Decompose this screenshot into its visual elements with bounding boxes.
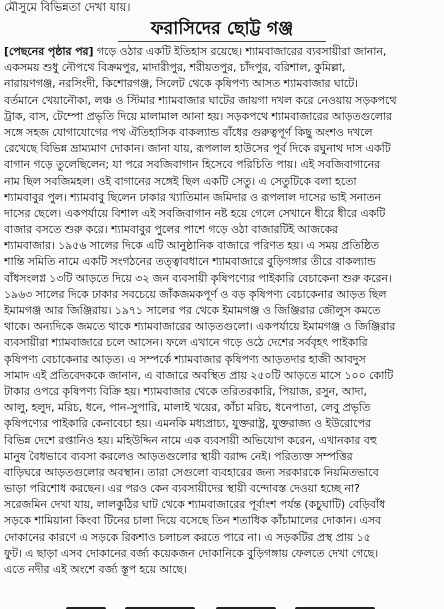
article-line: বাড়িঘরে আড়তগুলোর অবস্থান। তারা সেগুলো ব্যবহারের জন্য সরকারকে নিয়মিতভাবে [4, 465, 379, 479]
article-line: সড়কে শামিয়ানা কিংবা টিনের চালা দিয়ে বসেছে তিন শতাধিক কাঁচামালের দোকান। এসব [4, 514, 382, 528]
article-line: বিভিন্ন দেশে রপ্তানিও হয়। মহিউদ্দিন নামে এক ব্যবসায়ী অভিযোগ করেন, এখানকার বহু [4, 433, 377, 447]
article-line: টাকার ওপরে কৃষিপণ্য বিক্রি হয়। শ্যামবাজার থেকে তরিতরকারি, পিয়াজ, রসুন, আদা, [4, 384, 367, 398]
article-line: কৃষিপণ্য বেচাকেনার আড়ত। এ সম্পর্কে শ্যামবাজার কৃষিপণ্য আড়তদার হাজী আবদুস [4, 352, 366, 366]
headline-underline [118, 41, 326, 42]
article-line: নাম ছিল সবজিমহল। ওই বাগানের সঙ্গেই ছিল একটি সেতু। এ সেতুটিকে বলা হতো [4, 174, 357, 188]
article-line: ট্রাক, বাস, টেম্পো প্রভৃতি দিয়ে মালামাল আনা হয়। সড়কপথে শ্যামবাজারের আড়তগুলোর [4, 109, 392, 123]
article-line: মানুষ বৈধভাবে ব্যবসা করলেও আড়তগুলোর স্থায়ী বরাদ্দ নেই। পরিত্যক্ত সম্পত্তির [4, 449, 353, 463]
article-line: বর্তমানে খেয়ানৌকা, লঞ্চ ও স্টিমার শ্যামবাজার ঘাটের জায়গা দখল করে নেওয়ায় সড়কপথে [4, 93, 397, 107]
article-line: শ্যামবাজার। ১৯৫৬ সালের দিকে এটি আনুষ্ঠানিক বাজারে পরিণত হয়। এ সময় প্রতিষ্ঠিত [4, 239, 380, 253]
previous-column-end: মৌসুমে বিভিন্নতা দেখা যায়। [4, 0, 131, 14]
article-line: বাজার বসতে শুরু করে। শ্যামবাবুর পুলের পাশে গড়ে ওঠা বাজারটিই আজকের [4, 223, 338, 237]
article-line: নারায়ণগঞ্জ, নরসিংদী, কিশোরগঞ্জ, সিলেট থেকে কৃষিপণ্য আসত শ্যামবাজার ঘাটে। [4, 77, 358, 91]
article-line: ইমামগঞ্জ আর জিঞ্জিরায়। ১৯৭১ সালের পর থেকে ইমামগঞ্জ ও জিঞ্জিরার জৌলুস কমতে [4, 304, 381, 317]
article-line: শ্যামবাবুর পুল। শ্যামবাবু ছিলেন ঢাকার খ্যাতিমান জমিদার ও রূপলাল দাসের ভাই সনাতন [4, 190, 382, 204]
article-body [4, 44, 442, 578]
article-line: থাকে। অন্যদিকে জমতে থাকে শ্যামবাজারের আড়তগুলো। একপর্যায়ে ইমামগঞ্জ ও জিঞ্জিরার [4, 320, 396, 334]
article-line: রেখেছে বিভিন্ন ভ্রাম্যমাণ দোকান। জানা যায়, রূপলাল হাউসের পূর্ব দিকে রঘুনাথ দাস একটি [4, 142, 391, 156]
article-line: সামাদ এই প্রতিবেদককে জানান, এ বাজারে অবস্থিত প্রায় ২৫০টি আড়তে মাসে ১০০ কোটি [4, 368, 394, 382]
article-line: আলু, হলুদ, মরিচ, ধনে, পান-সুপারি, মালাই খয়ের, কাঁচা মরিচ, ধনেপাতা, লেবু প্রভৃতি [4, 401, 371, 415]
article-line: ব্যবসায়ীরা শ্যামবাজারে চলে আসেন। ফলে এখানে গড়ে ওঠে দেশের সর্ববৃহৎ পাইকারি [4, 336, 368, 350]
article-line: সরেজমিন দেখা যায়, লালকুঠির ঘাট থেকে শ্যামবাজারের পূর্বাংশ পর্যন্ত (কচুঘাটি) বেড়িবাঁধ [4, 498, 386, 512]
headline: ফরাসিদের ছোট্ট গঞ্জ [150, 19, 294, 39]
article-line: বাগান গড়ে তুলেছিলেন; যা পরে সবজিবাগান হিসেবে পরিচিতি পায়। এই সবজিবাগানের [4, 158, 381, 172]
article-first-line-text: গড়ে ওঠার একটি ইতিহাস রয়েছে। শ্যামবাজারের ব্যবসায়ীরা জানান, [93, 45, 387, 58]
article-line: দাসের ছেলে। একপর্যায়ে বিশাল এই সবজিবাগান নষ্ট হয়ে গেলে সেখানে ধীরে ধীরে একটি [4, 206, 386, 220]
article-line: শান্তি সমিতি নামে একটি সংগঠনের তত্ত্বাবধানে শ্যামবাজারে বুড়িগঙ্গার তীরে বাকল্যান্ড [4, 255, 376, 269]
article-line: এতে নদীর এই অংশে বর্জ্য স্তূপ হয়ে আছে। [4, 563, 187, 576]
article-line [4, 44, 442, 60]
article-line: বাঁধসংলগ্ন ১৩টি আড়তে দিয়ে ৩২ জন ব্যবসায়ী কৃষিপণ্যের পাইকারি বেচাকেনা শুরু করেন। [4, 271, 392, 285]
article-line: একসময় শুধু নৌপথে বিক্রমপুর, মাদারীপুর, শরীয়তপুর, চাঁদপুর, বরিশাল, কুমিল্লা, [4, 61, 346, 75]
continued-from-label: [পেছনের পৃষ্ঠার পর] [4, 45, 94, 58]
article-line: ফুট। এ ছাড়া এসব দোকানের বর্জ্য কয়েকজন দোকানিকে বুড়িগঙ্গায় ফেলতে দেখা গেছে। [4, 546, 379, 560]
cropped-next-headline [60, 597, 390, 609]
article-line: ভাড়া পরিশোধ করছেন। এর পরও কেন ব্যবসায়ীদের স্থায়ী বন্দোবস্ত দেওয়া হচ্ছে না? [4, 482, 360, 496]
article-line: কৃষিপণ্যের পাইকারি কেনাবেচা হয়। এমনকি মধ্যপ্রাচ্য, যুক্তরাষ্ট্র, যুক্তরাজ্য ও ইউরোপের [4, 417, 371, 431]
article-line: ১৯৬৩ সালের দিকে ঢাকার সবচেয়ে জাঁকজমকপূর্ণ ও বড় কৃষিপণ্য বেচাকেনার আড়ত ছিল [4, 287, 387, 301]
article-line: দোকানের কারণে এ সড়কে রিকশাও চলাচল করতে পারে না। এ সড়কটির প্রস্থ প্রায় ১৫ [4, 530, 371, 544]
article-line: সঙ্গে সহজ যোগাযোগের পথ ঐতিহাসিক বাকল্যান্ড বাঁধের গুরুত্বপূর্ণ কিছু অংশও দখলে [4, 125, 373, 139]
